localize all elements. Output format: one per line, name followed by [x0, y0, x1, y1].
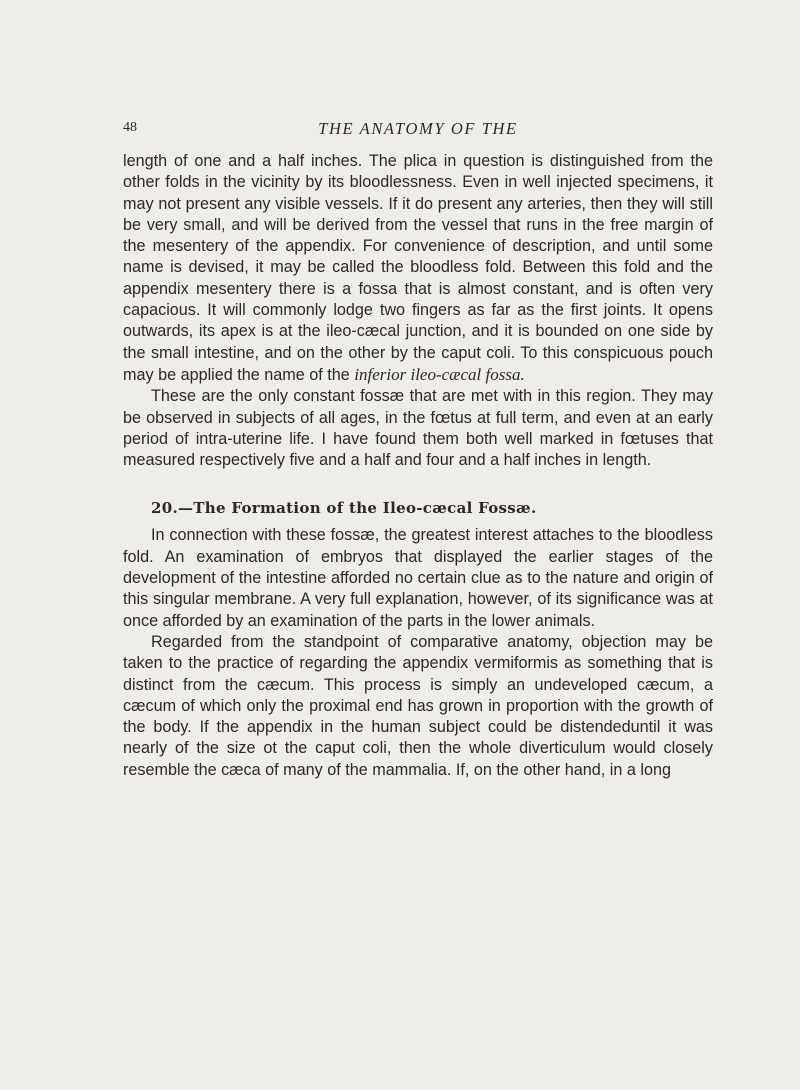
body-text	[123, 151, 713, 781]
paragraph-3: In connection with these fossæ, the greatest interest attaches to the bloodless fold. An examination of embryos that displayed the earlier stages of the development of the intestine afforded no certain clue as to the nature and origin of this singular membrane. A very full explanation, however, of its significance was at once afforded by an examination of the parts in the lower animals.	[123, 526, 713, 630]
paragraph-1-text: length of one and a half inches. The plica in question is distinguished from the other folds in the vicinity by its bloodlessness. Even in well injected specimens, it may not present any visible vessels. If it do present any arteries, then they will still be very small, and will be derived from the vessel that runs in the free margin of the mesentery of the appendix. For convenience of description, and until some name is devised, it may be called the bloodless fold. Between this fold and the appendix mesentery there is a fossa that is almost constant, and is often very capacious. It will commonly lodge two fingers as far as the first joints. It opens outwards, its apex is at the ileo-cæcal junction, and it is bounded on one side by the small intestine, and on the other by the caput coli. To this conspicuous pouch may be applied the name of the	[123, 152, 713, 384]
paragraph-2: These are the only constant fossæ that are met with in this region. They may be observed in subjects of all ages, in the fœtus at full term, and even at an early period of intra-uterine life. I have found them both well marked in fœtuses that measured respectively five and a half and four and a half inches in length.	[123, 387, 713, 470]
running-head	[123, 120, 713, 142]
section-heading: 20.—The Formation of the Ileo-cæcal Fossæ.	[151, 499, 537, 518]
paragraph-1-italic-term: inferior ileo-cæcal fossa.	[354, 364, 525, 384]
running-title: THE ANATOMY OF THE	[318, 119, 518, 138]
paragraph-4: Regarded from the standpoint of comparative anatomy, objection may be taken to the practice of regarding the appendix vermiformis as something that is distinct from the cæcum. This process is simply an undeveloped cæcum, a cæcum of which only the proximal end has grown in proportion with the growth of the body. If the appendix in the human subject could be distendeduntil it was nearly of the size ot the caput coli, then the whole diverticulum would closely resemble the cæca of many of the mammalia. If, on the other hand, in a long	[123, 632, 713, 779]
paragraph-1	[123, 151, 713, 386]
page-number: 48	[123, 120, 137, 135]
